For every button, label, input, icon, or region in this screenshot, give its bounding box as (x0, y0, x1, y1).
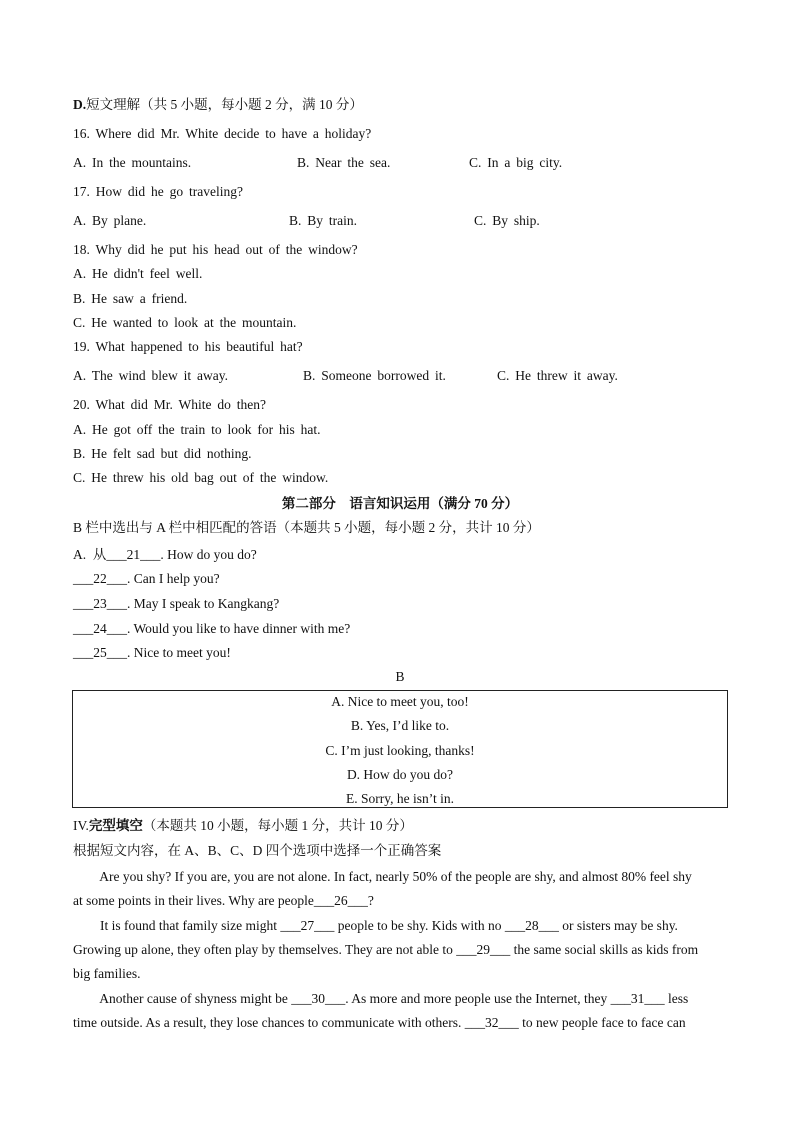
a-item-25: ___25___. Nice to meet you! (73, 645, 231, 660)
a-item-23: ___23___. May I speak to Kangkang? (73, 596, 280, 611)
cloze-line-4: Growing up alone, they often play by themselves. They are not able to ___29___ the same social skills as kids from (73, 942, 699, 957)
b-option-a: A. Nice to meet you, too! (331, 694, 469, 709)
q16-option-b[interactable]: B. Near the sea. (297, 155, 391, 170)
q16-option-a[interactable]: A. In the mountains. (73, 155, 192, 170)
q19-option-b[interactable]: B. Someone borrowed it. (303, 368, 446, 383)
q18-option-b[interactable]: B. He saw a friend. (73, 291, 188, 306)
q18-option-c[interactable]: C. He wanted to look at the mountain. (73, 315, 297, 330)
b-options-box (72, 690, 728, 808)
cloze-title: 完型填空 (88, 818, 143, 833)
q17-option-c[interactable]: C. By ship. (474, 213, 540, 228)
question-18: 18. Why did he put his head out of the window? (73, 242, 358, 257)
section-d-title: 短文理解（共 5 小题，每小题 2 分，满 10 分） (86, 97, 363, 112)
b-column-label: B (395, 669, 405, 684)
b-option-c: C. I’m just looking, thanks! (325, 743, 475, 758)
a-item-21: A. 从___21___. How do you do? (73, 547, 257, 562)
cloze-line-6: Another cause of shyness might be ___30___. As more and more people use the Internet, they ___31___ less (73, 991, 689, 1006)
q17-option-b[interactable]: B. By train. (289, 213, 357, 228)
q18-option-a[interactable]: A. He didn't feel well. (73, 266, 203, 281)
a-item-22: ___22___. Can I help you? (73, 571, 220, 586)
cloze-title-rest: （本题共 10 小题，每小题 1 分，共计 10 分） (142, 818, 413, 833)
part-2-title: 第二部分 语言知识运用（满分 70 分） (281, 496, 519, 511)
question-17: 17. How did he go traveling? (73, 184, 243, 199)
section-d-label: D. (73, 97, 87, 112)
q20-option-b[interactable]: B. He felt sad but did nothing. (73, 446, 252, 461)
match-instruction: B 栏中选出与 A 栏中相匹配的答语（本题共 5 小题，每小题 2 分，共计 10 分） (73, 520, 540, 535)
cloze-header (73, 818, 413, 834)
question-16: 16. Where did Mr. White decide to have a holiday? (73, 126, 372, 141)
cloze-instruction: 根据短文内容，在 A、B、C、D 四个选项中选择一个正确答案 (73, 843, 442, 858)
cloze-number: IV. (73, 818, 89, 833)
b-option-e: E. Sorry, he isn’t in. (346, 791, 454, 806)
cloze-line-7: time outside. As a result, they lose chances to communicate with others. ___32___ to new people face to face can (73, 1015, 686, 1030)
b-option-b: B. Yes, I’d like to. (350, 718, 450, 733)
q17-option-a[interactable]: A. By plane. (73, 213, 147, 228)
a-item-24: ___24___. Would you like to have dinner with me? (73, 621, 351, 636)
cloze-line-2: at some points in their lives. Why are people___26___? (73, 893, 374, 908)
q20-option-a[interactable]: A. He got off the train to look for his hat. (73, 422, 321, 437)
q19-option-c[interactable]: C. He threw it away. (497, 368, 618, 383)
b-option-d: D. How do you do? (346, 767, 454, 782)
q20-option-c[interactable]: C. He threw his old bag out of the window. (73, 470, 329, 485)
cloze-line-5: big families. (73, 966, 141, 981)
question-19: 19. What happened to his beautiful hat? (73, 339, 303, 354)
cloze-line-1: Are you shy? If you are, you are not alone. In fact, nearly 50% of the people are shy, and almost 80% feel shy (73, 869, 692, 884)
question-20: 20. What did Mr. White do then? (73, 397, 266, 412)
section-d-header (73, 97, 363, 113)
cloze-line-3: It is found that family size might ___27___ people to be shy. Kids with no ___28___ or sisters may be shy. (73, 918, 678, 933)
q16-option-c[interactable]: C. In a big city. (469, 155, 563, 170)
q19-option-a[interactable]: A. The wind blew it away. (73, 368, 228, 383)
